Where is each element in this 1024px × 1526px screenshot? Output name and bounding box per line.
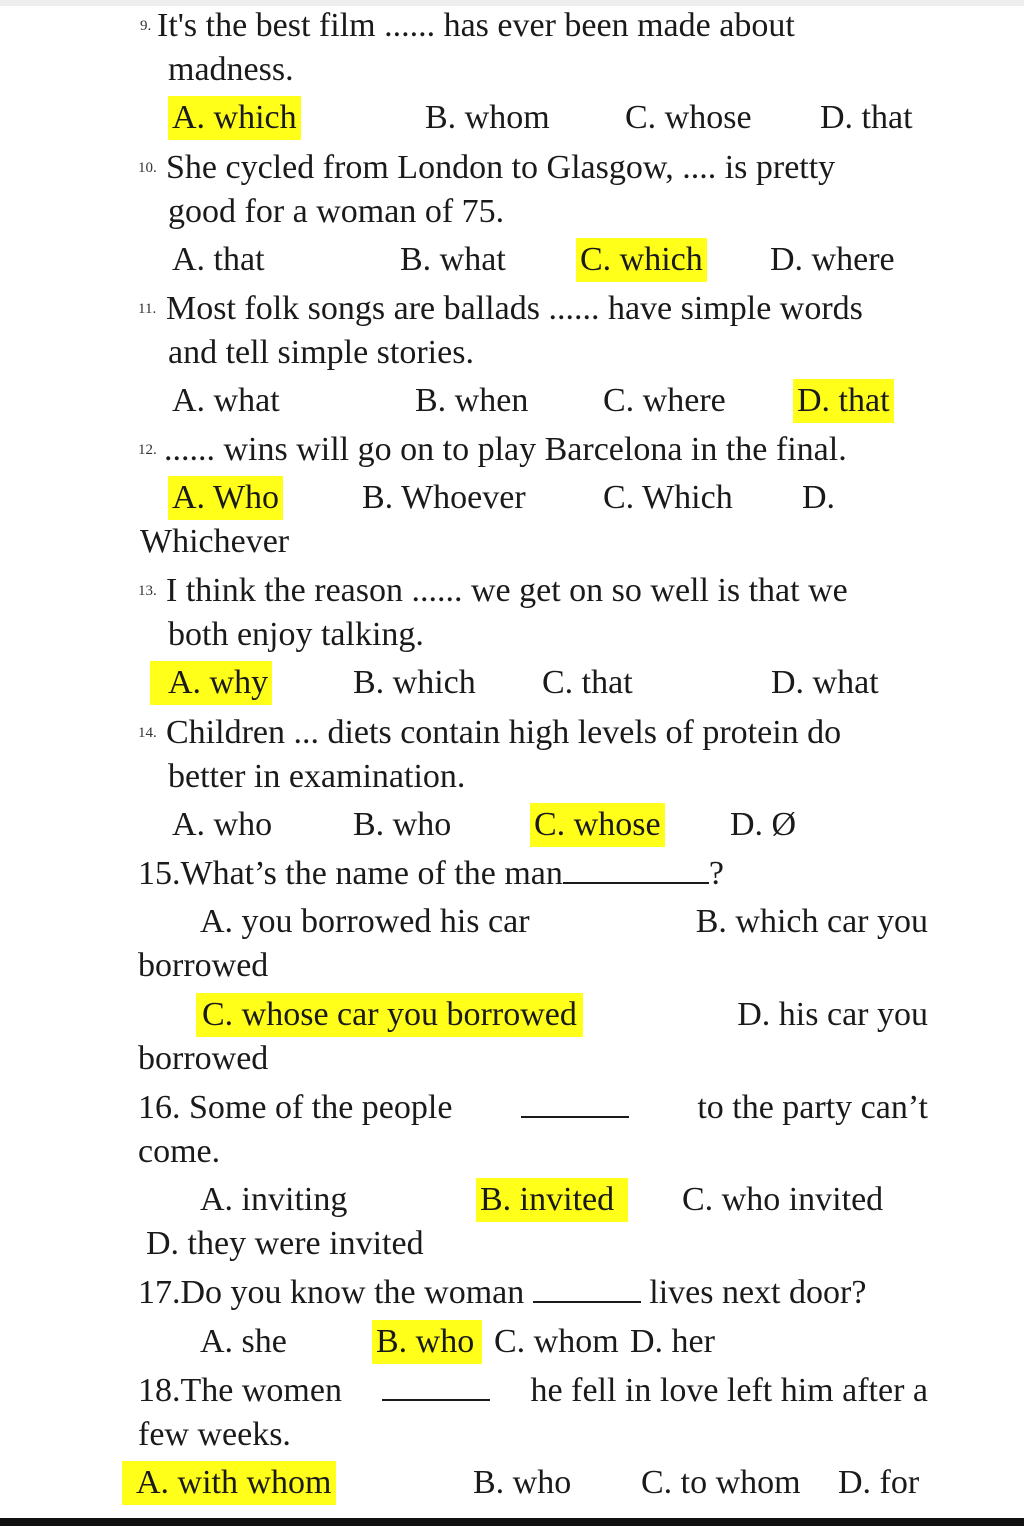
answer-blank [521,1086,629,1118]
option-b[interactable]: B. which car you [695,903,928,940]
question-stem [138,1271,866,1315]
question-stem: ...... wins will go on to play Barcelona in the final. [164,431,847,468]
option-c-selected[interactable]: C. whose car you borrowed [196,993,583,1037]
question-stem-continued: better in examination. [168,758,466,795]
option-b[interactable]: B. what [400,241,506,278]
option-c[interactable]: C. whom [494,1323,619,1360]
option-a[interactable]: A. inviting [200,1181,348,1218]
option-d[interactable]: D. that [820,99,913,136]
question-stem-continued: come. [138,1133,221,1170]
answer-blank [563,852,709,884]
question-stem: Most folk songs are ballads ...... have simple words [166,290,863,327]
question-stem [138,1369,928,1413]
question-stem: It's the best film ...... has ever been made about [157,7,795,44]
question-stem-end: he fell in love left him after a [530,1372,928,1409]
option-d-selected[interactable]: D. that [793,379,894,423]
option-b-selected[interactable]: B. invited [476,1178,628,1222]
question-stem-continued: few weeks. [138,1416,291,1453]
option-b[interactable]: B. who [473,1464,572,1501]
option-c[interactable]: C. whose [625,99,752,136]
question-number: 17. [138,1274,181,1311]
question-stem: She cycled from London to Glasgow, .... is pretty [166,149,836,186]
option-row [196,993,928,1037]
option-b[interactable]: B. Whoever [362,479,526,516]
option-a[interactable]: A. you borrowed his car [200,903,530,940]
question-stem-end: to the party can’t [697,1089,928,1126]
option-d[interactable]: D. for [838,1464,920,1501]
option-b-continued[interactable]: borrowed [138,947,269,984]
question-stem-continued: good for a woman of 75. [168,193,505,230]
question-number: 15. [138,855,181,892]
question-number: 14. [138,725,157,741]
question-number: 18. [138,1372,181,1409]
option-b[interactable]: B. which [353,664,476,701]
bottom-edge [0,1518,1024,1526]
question-number: 13. [138,583,157,599]
question-stem-end: ? [708,855,724,892]
option-a-selected[interactable]: A. which [168,96,301,140]
option-a[interactable]: A. she [200,1323,287,1360]
option-c-selected[interactable]: C. which [576,238,707,282]
question-stem [138,852,724,896]
question-number: 10. [138,160,157,176]
question-stem-text: The women [180,1372,342,1409]
question-stem-end: lives next door? [649,1274,867,1311]
option-d[interactable]: D. her [630,1323,715,1360]
option-b[interactable]: B. whom [425,99,550,136]
option-d-continued[interactable]: borrowed [138,1040,269,1077]
question-stem-continued: both enjoy talking. [168,616,424,653]
question-number: 12. [138,442,157,458]
option-d[interactable]: D. [802,479,836,516]
question-stem-continued: and tell simple stories. [168,334,474,371]
option-a-selected[interactable]: A. with whom [122,1461,336,1505]
question-number: 9. [140,18,152,34]
option-a-selected[interactable]: A. why [150,661,272,705]
option-row [200,900,928,944]
answer-blank [382,1369,490,1401]
option-c[interactable]: C. Which [603,479,733,516]
answer-blank [533,1271,641,1303]
question-stem-text: What’s the name of the man [180,855,563,892]
question-stem: I think the reason ...... we get on so well is that we [166,572,848,609]
question-stem-text: Some of the people [189,1089,453,1126]
option-a[interactable]: A. who [172,806,273,843]
option-b[interactable]: B. when [415,382,529,419]
option-d[interactable]: D. Ø [730,806,797,843]
option-a[interactable]: A. what [172,382,280,419]
option-b-selected[interactable]: B. who [372,1320,482,1364]
option-c[interactable]: C. who invited [682,1181,884,1218]
question-stem-text: Do you know the woman [180,1274,525,1311]
option-b[interactable]: B. who [353,806,452,843]
question-stem [138,1086,928,1130]
option-c[interactable]: C. where [603,382,726,419]
question-stem: Children ... diets contain high levels of protein do [166,714,842,751]
question-stem-continued: madness. [168,51,294,88]
option-d-continued[interactable]: Whichever [140,523,290,560]
question-number: 11. [138,301,157,317]
question-number: 16. [138,1089,181,1126]
option-a-selected[interactable]: A. Who [168,476,283,520]
option-d[interactable]: D. what [771,664,879,701]
option-d[interactable]: D. where [770,241,895,278]
option-a[interactable]: A. that [172,241,265,278]
option-d[interactable]: D. they were invited [146,1225,424,1262]
option-c[interactable]: C. to whom [641,1464,801,1501]
option-c[interactable]: C. that [542,664,633,701]
option-d[interactable]: D. his car you [737,996,928,1033]
option-c-selected[interactable]: C. whose [530,803,665,847]
